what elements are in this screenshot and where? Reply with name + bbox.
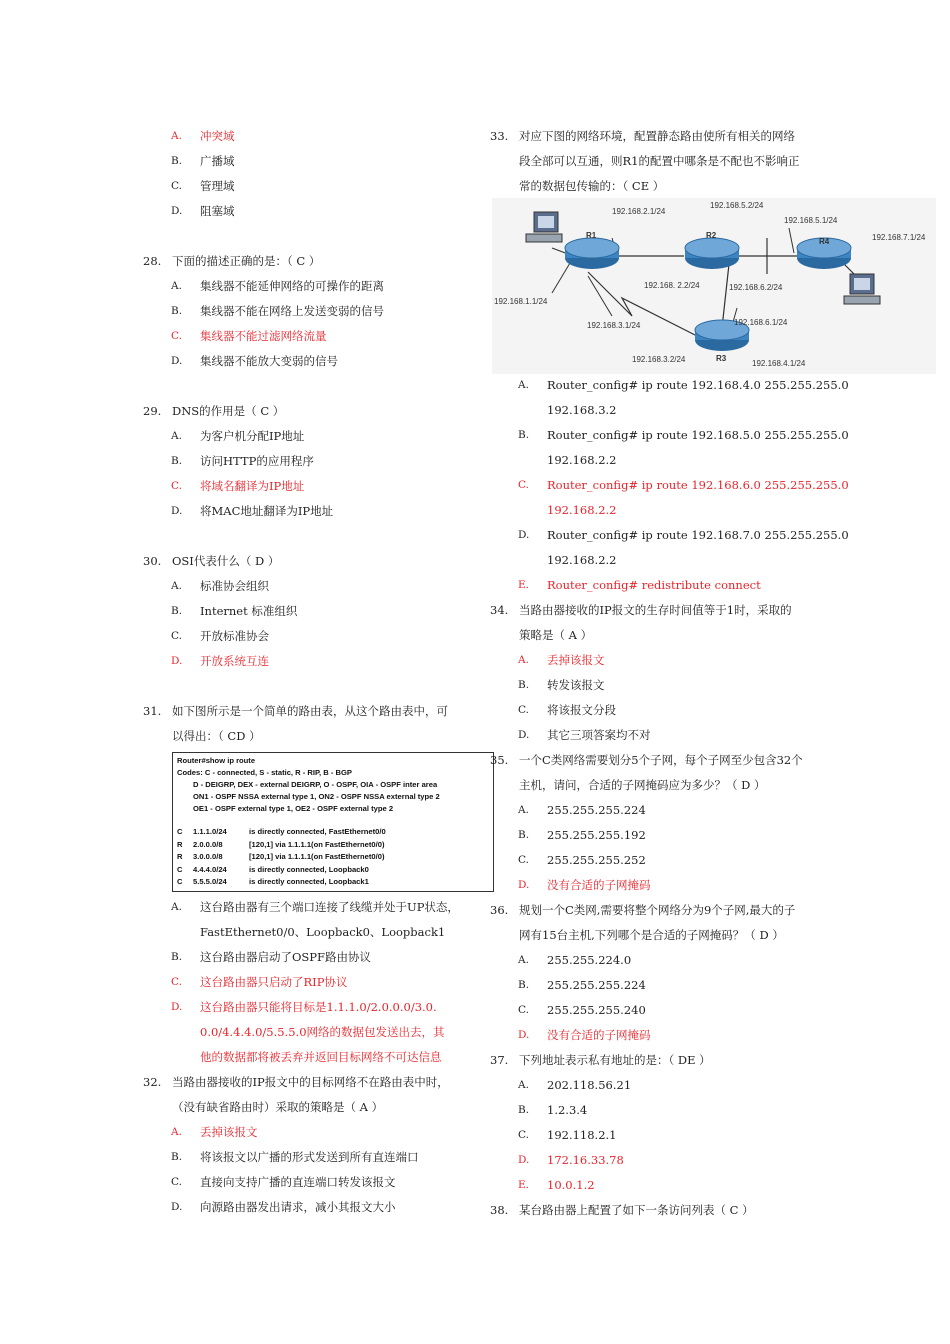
question (143, 699, 478, 724)
option-text: 管理域 (200, 179, 235, 193)
rt-codes-line: Codes: C - connected, S - static, R - RIP, B - BGP (177, 768, 352, 777)
route-info: is directly connected, FastEthernet0/0 (249, 827, 386, 836)
question-number: 29. (143, 404, 162, 418)
answer-option (143, 945, 478, 970)
question-number: 36. (490, 903, 509, 917)
answer-option (143, 624, 478, 649)
answer-option (490, 723, 820, 748)
route-network: 5.5.5.0/24 (193, 877, 227, 886)
route-code: R (177, 839, 183, 849)
answer-option (490, 998, 820, 1023)
option-text: 将MAC地址翻译为IP地址 (200, 504, 334, 518)
option-letter: D. (518, 879, 530, 891)
option-text: 172.16.33.78 (547, 1153, 624, 1167)
option-letter: A. (518, 1079, 529, 1091)
answer-option (490, 1173, 820, 1198)
route-network: 2.0.0.0/8 (193, 839, 223, 849)
question (490, 598, 820, 623)
ip-label: 192.168.7.1/24 (872, 233, 926, 242)
answer-option (490, 1123, 820, 1148)
pc-right-icon (844, 274, 880, 304)
answer-option (143, 324, 478, 349)
option-letter: A. (171, 580, 182, 592)
answer-option (490, 973, 820, 998)
option-letter: C. (518, 704, 529, 716)
question-number: 33. (490, 129, 509, 143)
question (490, 898, 820, 923)
ip-label: 192.168.6.2/24 (729, 283, 783, 292)
question (490, 1198, 820, 1223)
route-code: C (177, 864, 183, 874)
route-info: is directly connected, Loopback0 (249, 864, 369, 874)
answer-option (143, 895, 478, 920)
option-letter: B. (518, 829, 530, 841)
option-letter: B. (171, 1151, 183, 1163)
option-text: 10.0.1.2 (547, 1178, 595, 1192)
option-text: 转发该报文 (547, 678, 605, 692)
answer-option (143, 124, 478, 149)
ip-label: 192.168.6.1/24 (734, 318, 788, 327)
option-text: 访问HTTP的应用程序 (200, 454, 314, 468)
option-text-continued: 他的数据都将被丢弃并返回目标网络不可达信息 (200, 1050, 442, 1064)
left-column-lower (143, 895, 478, 1220)
answer-option (143, 174, 478, 199)
question (143, 249, 478, 274)
rt-codes-line: OE1 - OSPF external type 1, OE2 - OSPF external type 2 (193, 804, 394, 813)
option-text: 255.255.255.224 (547, 803, 646, 817)
router-r2-icon (685, 238, 739, 269)
option-text: 向源路由器发出请求，减小其报文大小 (200, 1200, 396, 1214)
answer-option (143, 1195, 478, 1220)
pc-left-icon (526, 212, 562, 242)
option-text: 这台路由器只启动了RIP协议 (200, 975, 348, 989)
question-number: 34. (490, 603, 509, 617)
option-text: 广播域 (200, 154, 235, 168)
option-letter: C. (171, 330, 182, 342)
answer-option (143, 1170, 478, 1195)
option-letter: C. (518, 479, 529, 491)
option-text: 这台路由器启动了OSPF路由协议 (200, 950, 372, 964)
question-text: 当路由器接收的IP报文的生存时间值等于1时，采取的 (519, 603, 792, 617)
question-text: OSI代表什么（ D ） (172, 554, 280, 568)
option-text: 255.255.255.240 (547, 1003, 646, 1017)
answer-option (490, 798, 820, 823)
question-text-continued: （没有缺省路由时）采取的策略是（ A ） (172, 1100, 384, 1114)
answer-option (490, 473, 849, 498)
option-text: Router_config# ip route 192.168.4.0 255.255.255.0 (547, 378, 849, 392)
answer-option (143, 649, 478, 674)
option-text: 集线器不能放大变弱的信号 (200, 354, 338, 368)
option-text: Router_config# ip route 192.168.6.0 255.255.255.0 (547, 478, 849, 492)
question-text: 对应下图的网络环境，配置静态路由使所有相关的网络 (519, 129, 795, 143)
right-column-top (490, 124, 820, 199)
option-text: 1.2.3.4 (547, 1103, 588, 1117)
option-letter: A. (518, 954, 529, 966)
answer-option (143, 449, 478, 474)
option-text: 开放标准协会 (200, 629, 269, 643)
route-info: [120,1] via 1.1.1.1(on FastEthernet0/0) (249, 839, 385, 849)
answer-option (143, 149, 478, 174)
ip-label: 192.168.4.1/24 (752, 359, 806, 368)
answer-option (490, 373, 849, 398)
spacer (143, 524, 478, 549)
route-info: is directly connected, Loopback1 (249, 877, 369, 886)
route-code: C (177, 827, 183, 836)
question (143, 1070, 478, 1095)
ip-label: 192.168.1.1/24 (494, 297, 548, 306)
answer-option (490, 573, 820, 598)
question (490, 748, 820, 773)
option-letter: E. (518, 579, 530, 591)
option-letter: B. (171, 455, 183, 467)
option-letter: C. (518, 1004, 529, 1016)
answer-option (490, 823, 820, 848)
option-letter: B. (171, 155, 183, 167)
answer-option (490, 1098, 820, 1123)
option-letter: B. (171, 605, 183, 617)
option-letter: B. (518, 429, 530, 441)
option-text: 标准协会组织 (200, 579, 269, 593)
option-text: Internet 标准组织 (200, 604, 298, 618)
question-text: 一个C类网络需要划分5个子网，每个子网至少包含32个 (519, 753, 803, 767)
question-text-continued: 策略是（ A ） (519, 628, 593, 642)
router-r2-label: R2 (706, 231, 717, 240)
option-text: Router_config# ip route 192.168.7.0 255.255.255.0 (547, 528, 849, 542)
option-letter: C. (171, 480, 182, 492)
option-letter: B. (518, 1104, 530, 1116)
answer-option (490, 648, 820, 673)
option-letter: D. (518, 729, 530, 741)
option-text: 将域名翻译为IP地址 (200, 479, 305, 493)
question (490, 1048, 820, 1073)
ip-label: 192.168.3.2/24 (632, 355, 686, 364)
option-text: 集线器不能过滤网络流量 (200, 329, 327, 343)
answer-option (143, 599, 478, 624)
rt-codes-line: D - DEIGRP, DEX - external DEIGRP, O - OSPF, OIA - OSPF inter area (193, 780, 438, 789)
option-text: 这台路由器只能将目标是1.1.1.0/2.0.0.0/3.0. (200, 1000, 437, 1014)
option-text: Router_config# redistribute connect (547, 578, 761, 592)
option-letter: C. (171, 976, 182, 988)
question-number: 35. (490, 753, 509, 767)
option-text: 直接向支持广播的直连端口转发该报文 (200, 1175, 396, 1189)
right-column-lower (490, 373, 849, 1223)
ip-label: 192.168.5.1/24 (784, 216, 838, 225)
router-r4-label: R4 (819, 237, 830, 246)
question-text: 下列地址表示私有地址的是：（ DE ） (519, 1053, 711, 1067)
option-letter: D. (171, 1001, 183, 1013)
question-number: 31. (143, 704, 162, 718)
answer-option (143, 474, 478, 499)
ip-label: 192.168.2.1/24 (612, 207, 666, 216)
question-text-continued: 网有15台主机,下列哪个是合适的子网掩码？（ D ） (519, 928, 784, 942)
option-text: 255.255.255.192 (547, 828, 646, 842)
option-letter: D. (171, 1201, 183, 1213)
option-text: 255.255.255.224 (547, 978, 646, 992)
question-number: 32. (143, 1075, 162, 1089)
option-letter: D. (171, 355, 183, 367)
question (143, 549, 478, 574)
route-network: 4.4.4.0/24 (193, 864, 227, 874)
option-letter: A. (518, 379, 529, 391)
option-text-continued: 192.168.2.2 (547, 553, 617, 567)
option-letter: D. (518, 529, 530, 541)
answer-option (490, 423, 849, 448)
question-number: 38. (490, 1203, 509, 1217)
answer-option (143, 970, 478, 995)
option-letter: B. (171, 951, 183, 963)
option-text: 255.255.224.0 (547, 953, 632, 967)
option-letter: D. (171, 505, 183, 517)
option-text: 202.118.56.21 (547, 1078, 632, 1092)
option-letter: B. (518, 679, 530, 691)
answer-option (490, 1073, 820, 1098)
route-info: [120,1] via 1.1.1.1(on FastEthernet0/0) (249, 852, 385, 861)
ip-label: 192.168.3.1/24 (587, 321, 641, 330)
question-text-continued: 段全部可以互通，则R1的配置中哪条是不配也不影响正 (519, 154, 800, 168)
option-letter: A. (171, 430, 182, 442)
answer-option (490, 1148, 820, 1173)
answer-option (490, 873, 820, 898)
answer-option (490, 523, 849, 548)
spacer (143, 224, 478, 249)
spacer (143, 674, 478, 699)
option-letter: B. (171, 305, 183, 317)
link-r2-r3 (722, 264, 729, 328)
answer-option (143, 199, 478, 224)
answer-option (143, 349, 478, 374)
option-letter: A. (171, 280, 182, 292)
answer-option (490, 1023, 820, 1048)
question-number: 37. (490, 1053, 509, 1067)
route-code: R (177, 852, 183, 861)
rt-header-line: Router#show ip route (177, 756, 256, 765)
question-text: 如下图所示是一个简单的路由表，从这个路由表中，可 (172, 704, 448, 718)
question (490, 124, 820, 149)
question-text: 下面的描述正确的是：（ C ） (172, 254, 321, 268)
option-letter: C. (518, 1129, 529, 1141)
option-letter: D. (171, 205, 183, 217)
answer-option (143, 995, 478, 1020)
option-text: 255.255.255.252 (547, 853, 646, 867)
option-letter: A. (518, 654, 529, 666)
question-text-continued: 主机，请问，合适的子网掩码应为多少？（ D ） (519, 778, 766, 792)
option-letter: A. (171, 1126, 182, 1138)
answer-option (490, 698, 820, 723)
network-diagram (492, 198, 936, 374)
router-r1-icon (565, 238, 619, 269)
option-text: 集线器不能延伸网络的可操作的距离 (200, 279, 384, 293)
answer-option (143, 1145, 478, 1170)
option-letter: C. (171, 630, 182, 642)
option-text: 没有合适的子网掩码 (547, 878, 651, 892)
option-text: Router_config# ip route 192.168.5.0 255.255.255.0 (547, 428, 849, 442)
option-letter: D. (518, 1029, 530, 1041)
option-letter: C. (518, 854, 529, 866)
option-text: 将该报文分段 (547, 703, 616, 717)
option-text-continued: 192.168.2.2 (547, 503, 617, 517)
option-letter: C. (171, 1176, 182, 1188)
option-letter: A. (171, 130, 182, 142)
option-text: 阻塞域 (200, 204, 235, 218)
ip-label: 192.168. 2.2/24 (644, 281, 700, 290)
question-text: 规划一个C类网,需要将整个网络分为9个子网,最大的子 (519, 903, 796, 917)
option-text: 开放系统互连 (200, 654, 269, 668)
option-text-continued: 192.168.2.2 (547, 453, 617, 467)
question-number: 30. (143, 554, 162, 568)
option-text-continued: FastEthernet0/0、Loopback0、Loopback1 (200, 925, 446, 939)
option-letter: B. (518, 979, 530, 991)
option-text: 集线器不能在网络上发送变弱的信号 (200, 304, 384, 318)
option-text: 没有合适的子网掩码 (547, 1028, 651, 1042)
rt-codes-line: ON1 - OSPF NSSA external type 1, ON2 - OSPF NSSA external type 2 (193, 792, 440, 801)
answer-option (143, 424, 478, 449)
question-text: 某台路由器上配置了如下一条访问列表（ C ） (519, 1203, 754, 1217)
option-text: 192.118.2.1 (547, 1128, 617, 1142)
left-column (143, 124, 478, 749)
option-letter: D. (518, 1154, 530, 1166)
question-number: 28. (143, 254, 162, 268)
answer-option (143, 299, 478, 324)
routing-table-figure (172, 752, 494, 892)
option-letter: A. (518, 804, 529, 816)
ip-label: 192.168.5.2/24 (710, 201, 764, 210)
option-text: 丢掉该报文 (547, 653, 605, 667)
answer-option (490, 673, 820, 698)
question (143, 399, 478, 424)
route-code: C (177, 877, 183, 886)
spacer (143, 374, 478, 399)
answer-option (143, 1120, 478, 1145)
question-text: 当路由器接收的IP报文中的目标网络不在路由表中时， (172, 1075, 449, 1089)
option-text: 将该报文以广播的形式发送到所有直连端口 (200, 1150, 419, 1164)
option-letter: C. (171, 180, 182, 192)
question-text: DNS的作用是（ C ） (172, 404, 285, 418)
option-letter: A. (171, 901, 182, 913)
option-text: 这台路由器有三个端口连接了线缆并处于UP状态， (200, 900, 459, 914)
option-text-continued: 0.0/4.4.4.0/5.5.5.0网络的数据包发送出去，其 (200, 1025, 445, 1039)
option-letter: D. (171, 655, 183, 667)
question-text-continued: 以得出：（ CD ） (172, 729, 261, 743)
option-text: 为客户机分配IP地址 (200, 429, 305, 443)
answer-option (490, 948, 820, 973)
option-text: 冲突域 (200, 129, 235, 143)
answer-option (143, 574, 478, 599)
answer-option (143, 274, 478, 299)
option-letter: E. (518, 1179, 530, 1191)
router-r1-label: R1 (586, 231, 597, 240)
option-text-continued: 192.168.3.2 (547, 403, 617, 417)
answer-option (143, 499, 478, 524)
option-text: 丢掉该报文 (200, 1125, 258, 1139)
answer-option (490, 848, 820, 873)
option-text: 其它三项答案均不对 (547, 728, 651, 742)
route-network: 1.1.1.0/24 (193, 827, 227, 836)
router-r3-label: R3 (716, 354, 727, 363)
question-text-continued: 常的数据包传输的：（ CE ） (519, 179, 665, 193)
route-network: 3.0.0.0/8 (193, 852, 223, 861)
